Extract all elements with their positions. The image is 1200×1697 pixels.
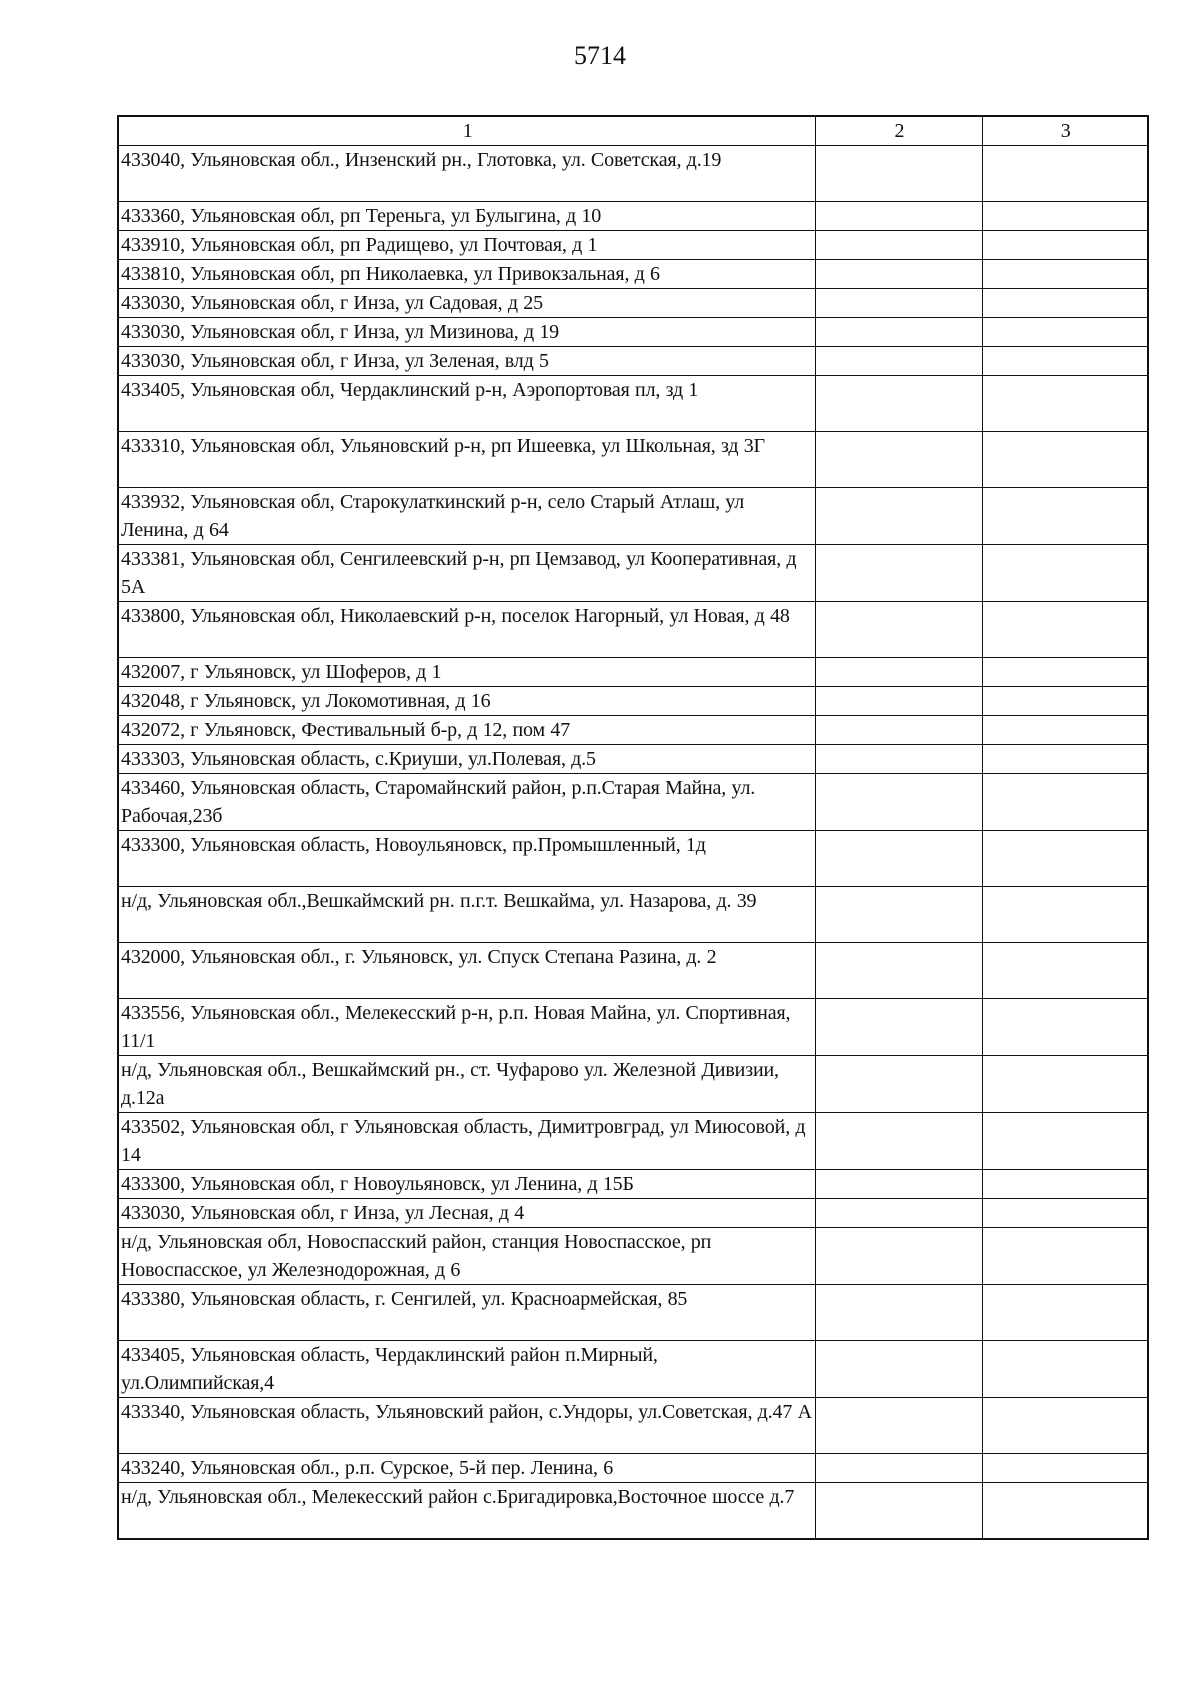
column-2-cell <box>815 745 982 774</box>
column-3-cell <box>982 347 1148 376</box>
table-header-row <box>118 116 1148 146</box>
column-3-cell <box>982 716 1148 745</box>
table-row <box>118 347 1148 376</box>
table-row <box>118 376 1148 432</box>
address-cell: 433300, Ульяновская область, Новоульяновск, пр.Промышленный, 1д <box>118 831 815 887</box>
address-cell: 433030, Ульяновская обл, г Инза, ул Мизинова, д 19 <box>118 318 815 347</box>
table-row <box>118 289 1148 318</box>
column-2-cell <box>815 687 982 716</box>
column-2-cell <box>815 146 982 202</box>
column-3-cell <box>982 658 1148 687</box>
column-3-cell <box>982 1113 1148 1170</box>
column-header-1: 1 <box>118 116 815 146</box>
column-2-cell <box>815 887 982 943</box>
table-row <box>118 602 1148 658</box>
address-cell: 432072, г Ульяновск, Фестивальный б-р, д 12, пом 47 <box>118 716 815 745</box>
address-cell: 433405, Ульяновская обл, Чердаклинский р-н, Аэропортовая пл, зд 1 <box>118 376 815 432</box>
column-2-cell <box>815 260 982 289</box>
table-row <box>118 687 1148 716</box>
address-cell: н/д, Ульяновская обл.,Вешкаймский рн. п.г.т. Вешкайма, ул. Назарова, д. 39 <box>118 887 815 943</box>
column-2-cell <box>815 231 982 260</box>
column-2-cell <box>815 1170 982 1199</box>
column-2-cell <box>815 488 982 545</box>
column-2-cell <box>815 1341 982 1398</box>
column-3-cell <box>982 602 1148 658</box>
column-3-cell <box>982 1056 1148 1113</box>
column-2-cell <box>815 1398 982 1454</box>
table-row <box>118 545 1148 602</box>
column-3-cell <box>982 488 1148 545</box>
column-2-cell <box>815 1199 982 1228</box>
table-row <box>118 488 1148 545</box>
column-2-cell <box>815 289 982 318</box>
table-row <box>118 745 1148 774</box>
column-3-cell <box>982 943 1148 999</box>
table-row <box>118 1056 1148 1113</box>
table-row <box>118 1483 1148 1539</box>
column-3-cell <box>982 231 1148 260</box>
column-2-cell <box>815 943 982 999</box>
address-cell: 433303, Ульяновская область, с.Криуши, ул.Полевая, д.5 <box>118 745 815 774</box>
address-cell: 433340, Ульяновская область, Ульяновский район, с.Ундоры, ул.Советская, д.47 А <box>118 1398 815 1454</box>
column-header-2: 2 <box>815 116 982 146</box>
table-row <box>118 1341 1148 1398</box>
table-row <box>118 658 1148 687</box>
address-cell: 433460, Ульяновская область, Старомайнский район, р.п.Старая Майна, ул. Рабочая,23б <box>118 774 815 831</box>
table-row <box>118 1285 1148 1341</box>
column-2-cell <box>815 432 982 488</box>
address-cell: 433360, Ульяновская обл, рп Тереньга, ул Булыгина, д 10 <box>118 202 815 231</box>
address-cell: 433040, Ульяновская обл., Инзенский рн., Глотовка, ул. Советская, д.19 <box>118 146 815 202</box>
table-row <box>118 1454 1148 1483</box>
column-2-cell <box>815 1454 982 1483</box>
column-3-cell <box>982 1228 1148 1285</box>
column-2-cell <box>815 716 982 745</box>
table-row <box>118 887 1148 943</box>
address-cell: 433381, Ульяновская обл, Сенгилеевский р-н, рп Цемзавод, ул Кооперативная, д 5А <box>118 545 815 602</box>
table-row <box>118 831 1148 887</box>
column-2-cell <box>815 1483 982 1539</box>
table-row <box>118 1228 1148 1285</box>
column-3-cell <box>982 432 1148 488</box>
column-2-cell <box>815 202 982 231</box>
column-3-cell <box>982 376 1148 432</box>
column-2-cell <box>815 1285 982 1341</box>
table-row <box>118 1113 1148 1170</box>
table-row <box>118 1398 1148 1454</box>
table-row <box>118 1199 1148 1228</box>
address-cell: 433502, Ульяновская обл, г Ульяновская область, Димитровград, ул Миюсовой, д 14 <box>118 1113 815 1170</box>
column-3-cell <box>982 887 1148 943</box>
address-cell: 433030, Ульяновская обл, г Инза, ул Садовая, д 25 <box>118 289 815 318</box>
column-2-cell <box>815 376 982 432</box>
column-3-cell <box>982 545 1148 602</box>
column-2-cell <box>815 318 982 347</box>
address-cell: н/д, Ульяновская обл., Вешкаймский рн., ст. Чуфарово ул. Железной Дивизии, д.12а <box>118 1056 815 1113</box>
column-2-cell <box>815 1228 982 1285</box>
table-row <box>118 146 1148 202</box>
address-cell: 433310, Ульяновская обл, Ульяновский р-н, рп Ишеевка, ул Школьная, зд 3Г <box>118 432 815 488</box>
table-header <box>118 116 1148 146</box>
table-row <box>118 774 1148 831</box>
column-3-cell <box>982 774 1148 831</box>
table-row <box>118 716 1148 745</box>
column-3-cell <box>982 260 1148 289</box>
column-3-cell <box>982 1483 1148 1539</box>
table-row <box>118 260 1148 289</box>
address-cell: 433030, Ульяновская обл, г Инза, ул Зеленая, влд 5 <box>118 347 815 376</box>
address-cell: 433932, Ульяновская обл, Старокулаткинский р-н, село Старый Атлаш, ул Ленина, д 64 <box>118 488 815 545</box>
column-3-cell <box>982 1170 1148 1199</box>
column-2-cell <box>815 1113 982 1170</box>
address-cell: 433810, Ульяновская обл, рп Николаевка, ул Привокзальная, д 6 <box>118 260 815 289</box>
address-cell: 432007, г Ульяновск, ул Шоферов, д 1 <box>118 658 815 687</box>
column-2-cell <box>815 831 982 887</box>
column-3-cell <box>982 1341 1148 1398</box>
address-cell: 433800, Ульяновская обл, Николаевский р-н, поселок Нагорный, ул Новая, д 48 <box>118 602 815 658</box>
address-cell: 433556, Ульяновская обл., Мелекесский р-н, р.п. Новая Майна, ул. Спортивная, 11/1 <box>118 999 815 1056</box>
column-2-cell <box>815 347 982 376</box>
column-3-cell <box>982 1454 1148 1483</box>
column-3-cell <box>982 318 1148 347</box>
table-row <box>118 943 1148 999</box>
address-cell: 433300, Ульяновская обл, г Новоульяновск, ул Ленина, д 15Б <box>118 1170 815 1199</box>
table-row <box>118 318 1148 347</box>
column-header-3: 3 <box>982 116 1148 146</box>
table-row <box>118 1170 1148 1199</box>
table-body <box>118 146 1148 1539</box>
column-3-cell <box>982 289 1148 318</box>
column-3-cell <box>982 831 1148 887</box>
column-3-cell <box>982 687 1148 716</box>
address-cell: н/д, Ульяновская обл., Мелекесский район с.Бригадировка,Восточное шоссе д.7 <box>118 1483 815 1539</box>
column-2-cell <box>815 1056 982 1113</box>
address-cell: 433380, Ульяновская область, г. Сенгилей, ул. Красноармейская, 85 <box>118 1285 815 1341</box>
address-cell: 433910, Ульяновская обл, рп Радищево, ул Почтовая, д 1 <box>118 231 815 260</box>
column-2-cell <box>815 774 982 831</box>
column-2-cell <box>815 545 982 602</box>
address-cell: 432048, г Ульяновск, ул Локомотивная, д 16 <box>118 687 815 716</box>
column-2-cell <box>815 999 982 1056</box>
address-cell: 432000, Ульяновская обл., г. Ульяновск, ул. Спуск Степана Разина, д. 2 <box>118 943 815 999</box>
column-3-cell <box>982 146 1148 202</box>
column-3-cell <box>982 1285 1148 1341</box>
column-3-cell <box>982 1398 1148 1454</box>
table-row <box>118 432 1148 488</box>
page-number: 5714 <box>574 41 626 70</box>
table-row <box>118 231 1148 260</box>
column-3-cell <box>982 999 1148 1056</box>
table-row <box>118 999 1148 1056</box>
column-3-cell <box>982 1199 1148 1228</box>
address-cell: н/д, Ульяновская обл, Новоспасский район, станция Новоспасское, рп Новоспасское, ул Железнодорожная, д 6 <box>118 1228 815 1285</box>
address-table <box>117 115 1149 1540</box>
address-cell: 433030, Ульяновская обл, г Инза, ул Лесная, д 4 <box>118 1199 815 1228</box>
column-2-cell <box>815 658 982 687</box>
column-3-cell <box>982 745 1148 774</box>
address-cell: 433240, Ульяновская обл., р.п. Сурское, 5-й пер. Ленина, 6 <box>118 1454 815 1483</box>
address-cell: 433405, Ульяновская область, Чердаклинский район п.Мирный, ул.Олимпийская,4 <box>118 1341 815 1398</box>
column-3-cell <box>982 202 1148 231</box>
column-2-cell <box>815 602 982 658</box>
table-row <box>118 202 1148 231</box>
